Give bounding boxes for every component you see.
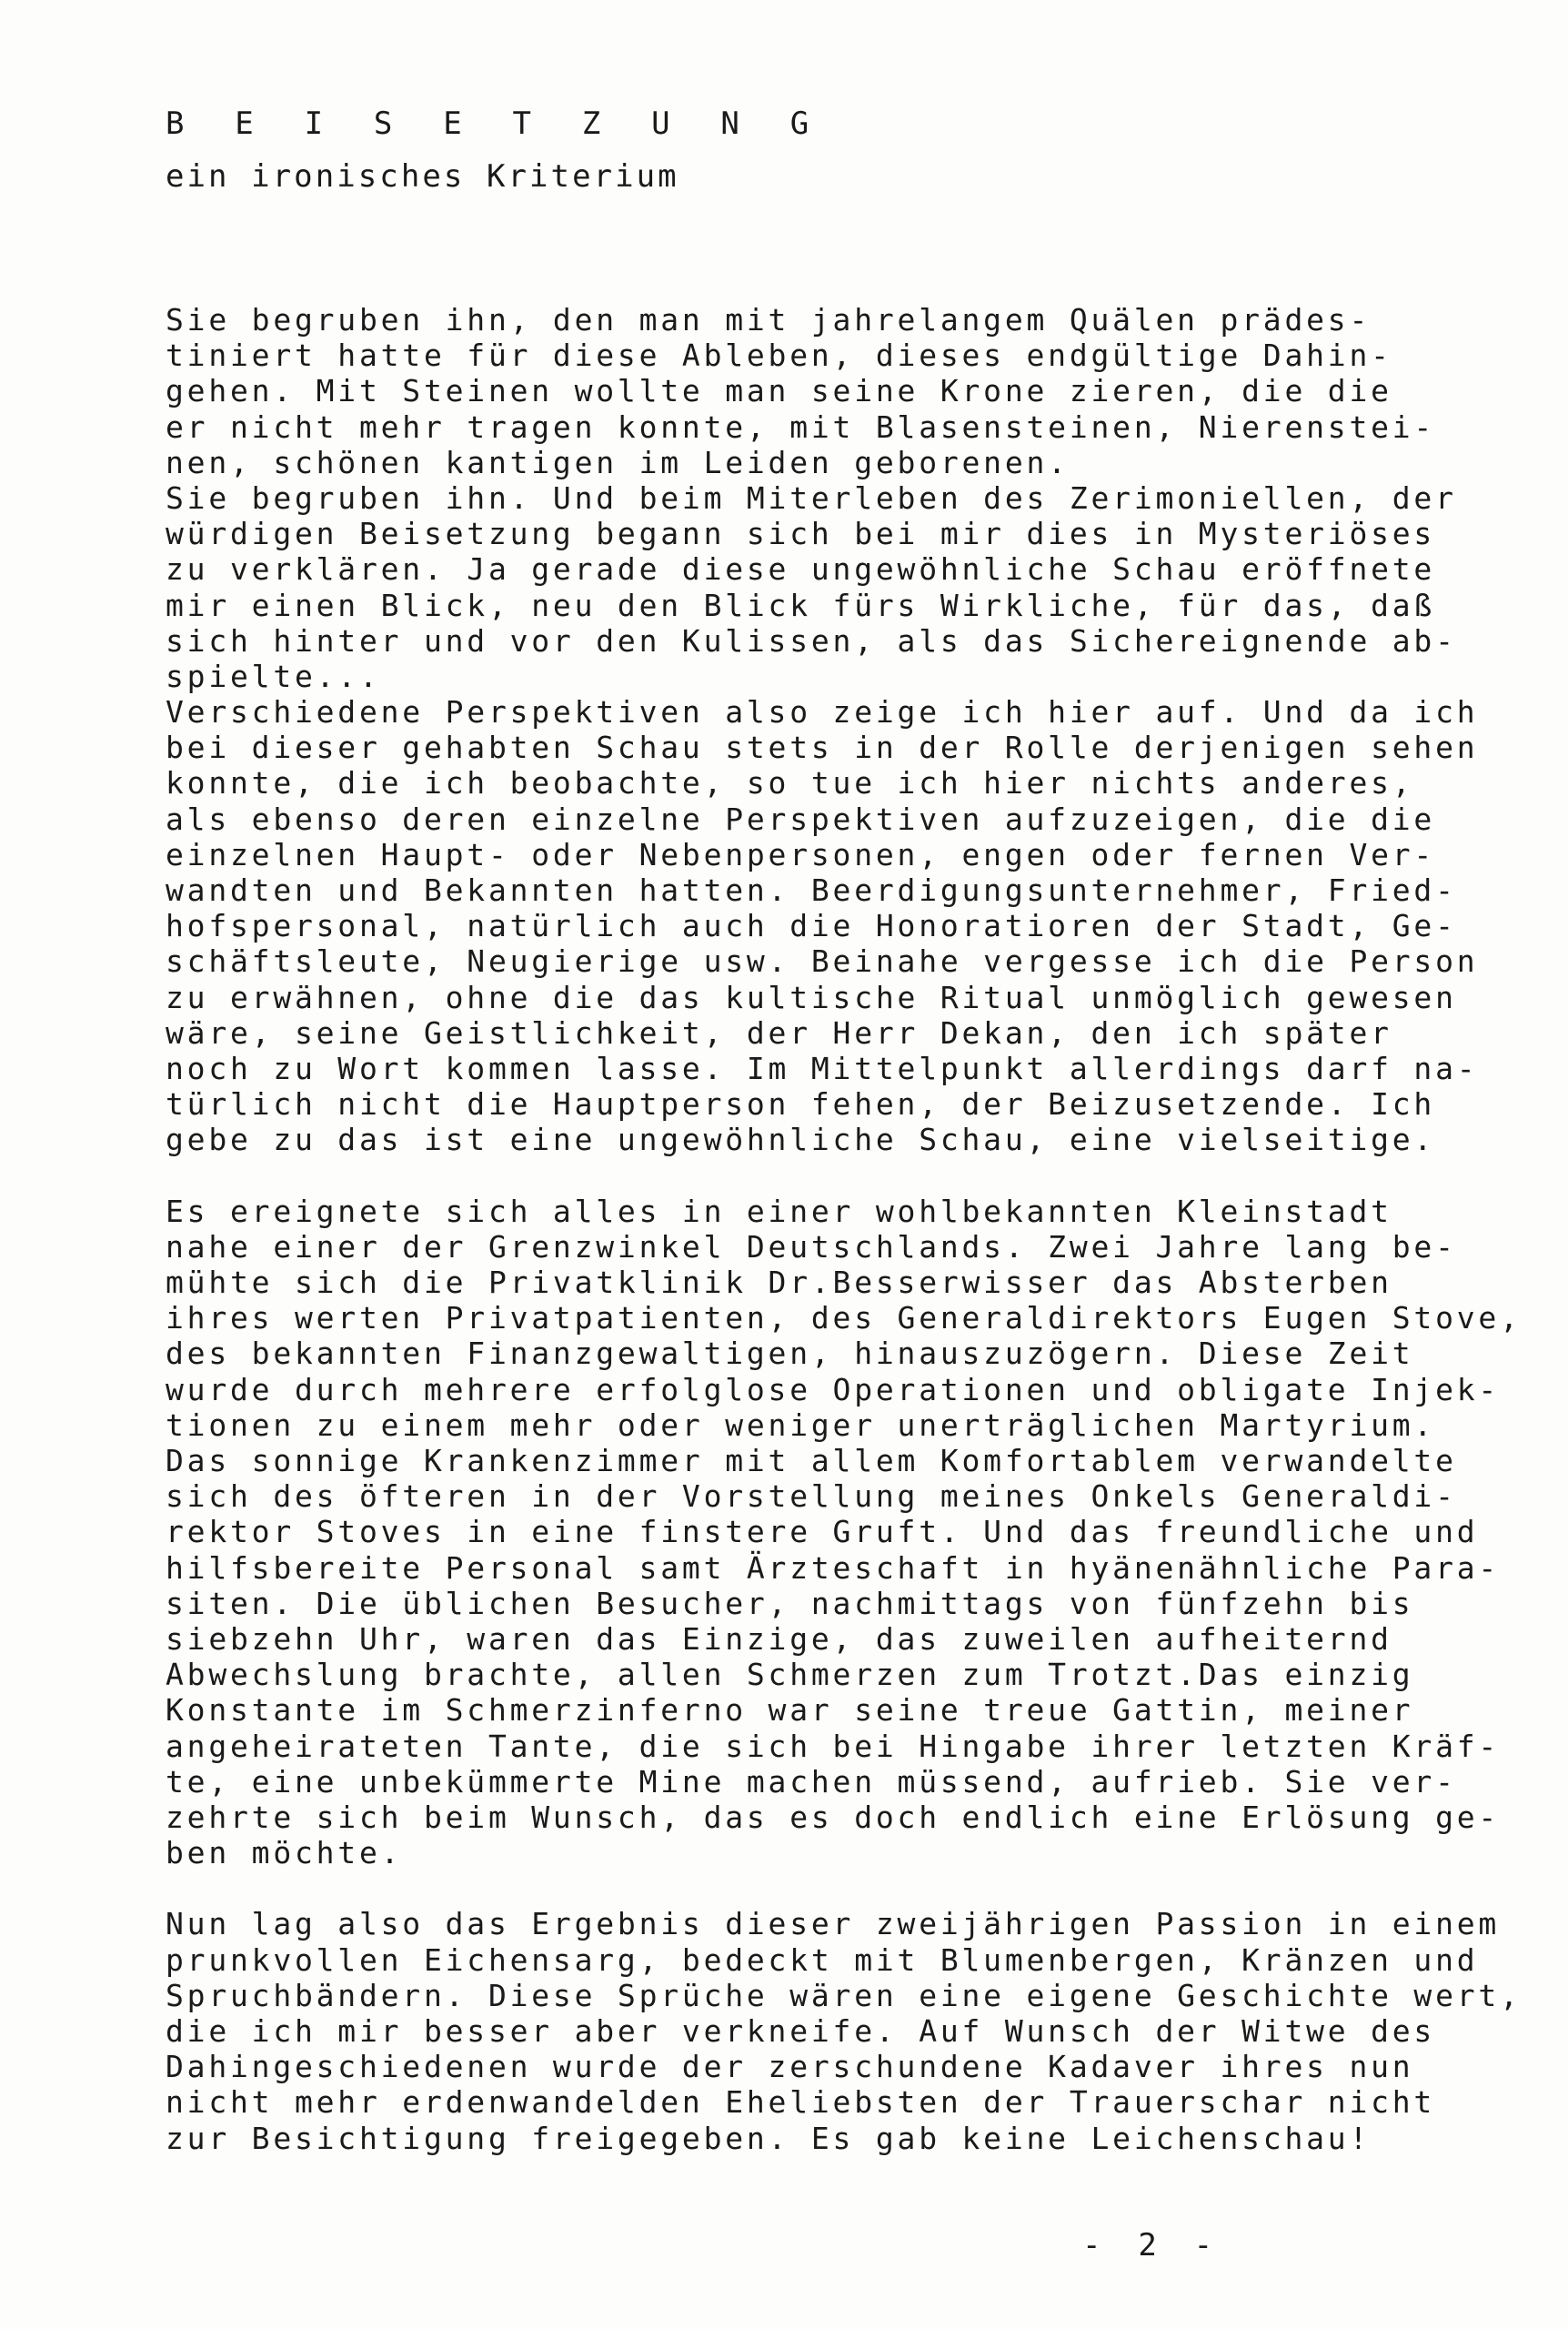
text-line: ihres werten Privatpatienten, des Generaldirektors Eugen Stove, bbox=[166, 1300, 1522, 1336]
paragraph-gap bbox=[166, 1158, 1493, 1194]
text-line: prunkvollen Eichensarg, bedeckt mit Blumenbergen, Kränzen und bbox=[166, 1941, 1479, 1978]
text-line: wandten und Bekannten hatten. Beerdigungsunternehmer, Fried- bbox=[166, 872, 1457, 908]
text-line: Sie begruben ihn, den man mit jahrelangem Quälen prädes- bbox=[166, 302, 1372, 338]
text-line: Sie begruben ihn. Und beim Miterleben des Zerimoniellen, der bbox=[166, 479, 1457, 516]
text-line: er nicht mehr tragen konnte, mit Blasensteinen, Nierenstei- bbox=[166, 408, 1436, 445]
paragraph bbox=[166, 1906, 1522, 2156]
text-line: noch zu Wort kommen lasse. Im Mittelpunkt allerdings darf na- bbox=[166, 1050, 1479, 1086]
text-line: angeheirateten Tante, die sich bei Hingabe ihrer letzten Kräf- bbox=[166, 1728, 1501, 1764]
text-line: siten. Die üblichen Besucher, nachmittags von fünfzehn bis bbox=[166, 1585, 1414, 1621]
text-line: einzelnen Haupt- oder Nebenpersonen, engen oder fernen Ver- bbox=[166, 836, 1436, 872]
text-line: nicht mehr erdenwandelden Eheliebsten der Trauerschar nicht bbox=[166, 2084, 1436, 2121]
page-number: - 2 - bbox=[1082, 2227, 1222, 2263]
text-line: te, eine unbekümmerte Mine machen müssend, aufrieb. Sie ver- bbox=[166, 1763, 1457, 1800]
text-line: spielte... bbox=[166, 658, 381, 694]
text-line: tiniert hatte für diese Ableben, dieses endgültige Dahin- bbox=[166, 338, 1392, 374]
text-line: bei dieser gehabten Schau stets in der Rolle derjenigen sehen bbox=[166, 730, 1479, 766]
text-line: konnte, die ich beobachte, so tue ich hier nichts anderes, bbox=[166, 765, 1414, 802]
text-line: des bekannten Finanzgewaltigen, hinauszuzögern. Diese Zeit bbox=[166, 1336, 1414, 1372]
text-line: rektor Stoves in eine finstere Gruft. Und das freundliche und bbox=[166, 1514, 1479, 1550]
text-line: Konstante im Schmerzinferno war seine treue Gattin, meiner bbox=[166, 1692, 1414, 1729]
text-line: ben möchte. bbox=[166, 1835, 403, 1871]
text-line: zur Besichtigung freigegeben. Es gab keine Leichenschau! bbox=[166, 2120, 1372, 2156]
text-line: wurde durch mehrere erfolglose Operationen und obligate Injek- bbox=[166, 1371, 1501, 1407]
text-line: Abwechslung brachte, allen Schmerzen zum Trotzt.Das einzig bbox=[166, 1657, 1414, 1693]
body-text bbox=[166, 302, 1522, 2156]
text-line: nahe einer der Grenzwinkel Deutschlands. Zwei Jahre lang be- bbox=[166, 1228, 1457, 1265]
text-line: mühte sich die Privatklinik Dr.Besserwisser das Absterben bbox=[166, 1265, 1392, 1301]
text-line: hilfsbereite Personal samt Ärzteschaft in hyänenähnliche Para- bbox=[166, 1549, 1501, 1586]
paragraph bbox=[166, 1193, 1522, 1871]
text-line: sich des öfteren in der Vorstellung meines Onkels Generaldi- bbox=[166, 1478, 1457, 1515]
text-line: Das sonnige Krankenzimmer mit allem Komfortablem verwandelte bbox=[166, 1443, 1457, 1478]
text-line: schäftsleute, Neugierige usw. Beinahe vergesse ich die Person bbox=[166, 943, 1479, 980]
text-line: gebe zu das ist eine ungewöhnliche Schau, eine vielseitige. bbox=[166, 1122, 1436, 1158]
text-line: Nun lag also das Ergebnis dieser zweijährigen Passion in einem bbox=[166, 1906, 1501, 1942]
text-line: wäre, seine Geistlichkeit, der Herr Dekan, den ich später bbox=[166, 1014, 1392, 1051]
text-line: als ebenso deren einzelne Perspektiven aufzuzeigen, die die bbox=[166, 801, 1436, 837]
text-line: Verschiedene Perspektiven also zeige ich hier auf. Und da ich bbox=[166, 694, 1479, 731]
text-line: Spruchbändern. Diese Sprüche wären eine eigene Geschichte wert, bbox=[166, 1977, 1522, 2013]
text-line: siebzehn Uhr, waren das Einzige, das zuweilen aufheiternd bbox=[166, 1620, 1392, 1657]
text-line: Dahingeschiedenen wurde der zerschundene Kadaver ihres nun bbox=[166, 2049, 1414, 2085]
document-title: B E I S E T Z U N G bbox=[166, 106, 825, 142]
text-line: tionen zu einem mehr oder weniger unerträglichen Martyrium. bbox=[166, 1406, 1436, 1443]
paragraph-gap bbox=[166, 1870, 1493, 1906]
text-line: hofspersonal, natürlich auch die Honoratioren der Stadt, Ge- bbox=[166, 908, 1457, 944]
paragraph bbox=[166, 302, 1493, 1158]
text-line: nen, schönen kantigen im Leiden geborenen. bbox=[166, 444, 1070, 480]
text-line: zu erwähnen, ohne die das kultische Ritual unmöglich gewesen bbox=[166, 979, 1457, 1015]
text-line: mir einen Blick, neu den Blick fürs Wirkliche, für das, daß bbox=[166, 587, 1436, 623]
text-line: zu verklären. Ja gerade diese ungewöhnliche Schau eröffnete bbox=[166, 551, 1436, 588]
text-line: türlich nicht die Hauptperson fehen, der Beizusetzende. Ich bbox=[166, 1086, 1436, 1123]
text-line: zehrte sich beim Wunsch, das es doch endlich eine Erlösung ge- bbox=[166, 1799, 1501, 1835]
text-line: würdigen Beisetzung begann sich bei mir dies in Mysteriöses bbox=[166, 516, 1436, 552]
text-line: gehen. Mit Steinen wollte man seine Krone zieren, die die bbox=[166, 373, 1392, 409]
text-line: die ich mir besser aber verkneife. Auf Wunsch der Witwe des bbox=[166, 2013, 1436, 2049]
document-subtitle: ein ironisches Kriterium bbox=[166, 158, 679, 195]
text-line: sich hinter und vor den Kulissen, als das Sichereignende ab- bbox=[166, 622, 1457, 659]
text-line: Es ereignete sich alles in einer wohlbekannten Kleinstadt bbox=[166, 1193, 1392, 1229]
